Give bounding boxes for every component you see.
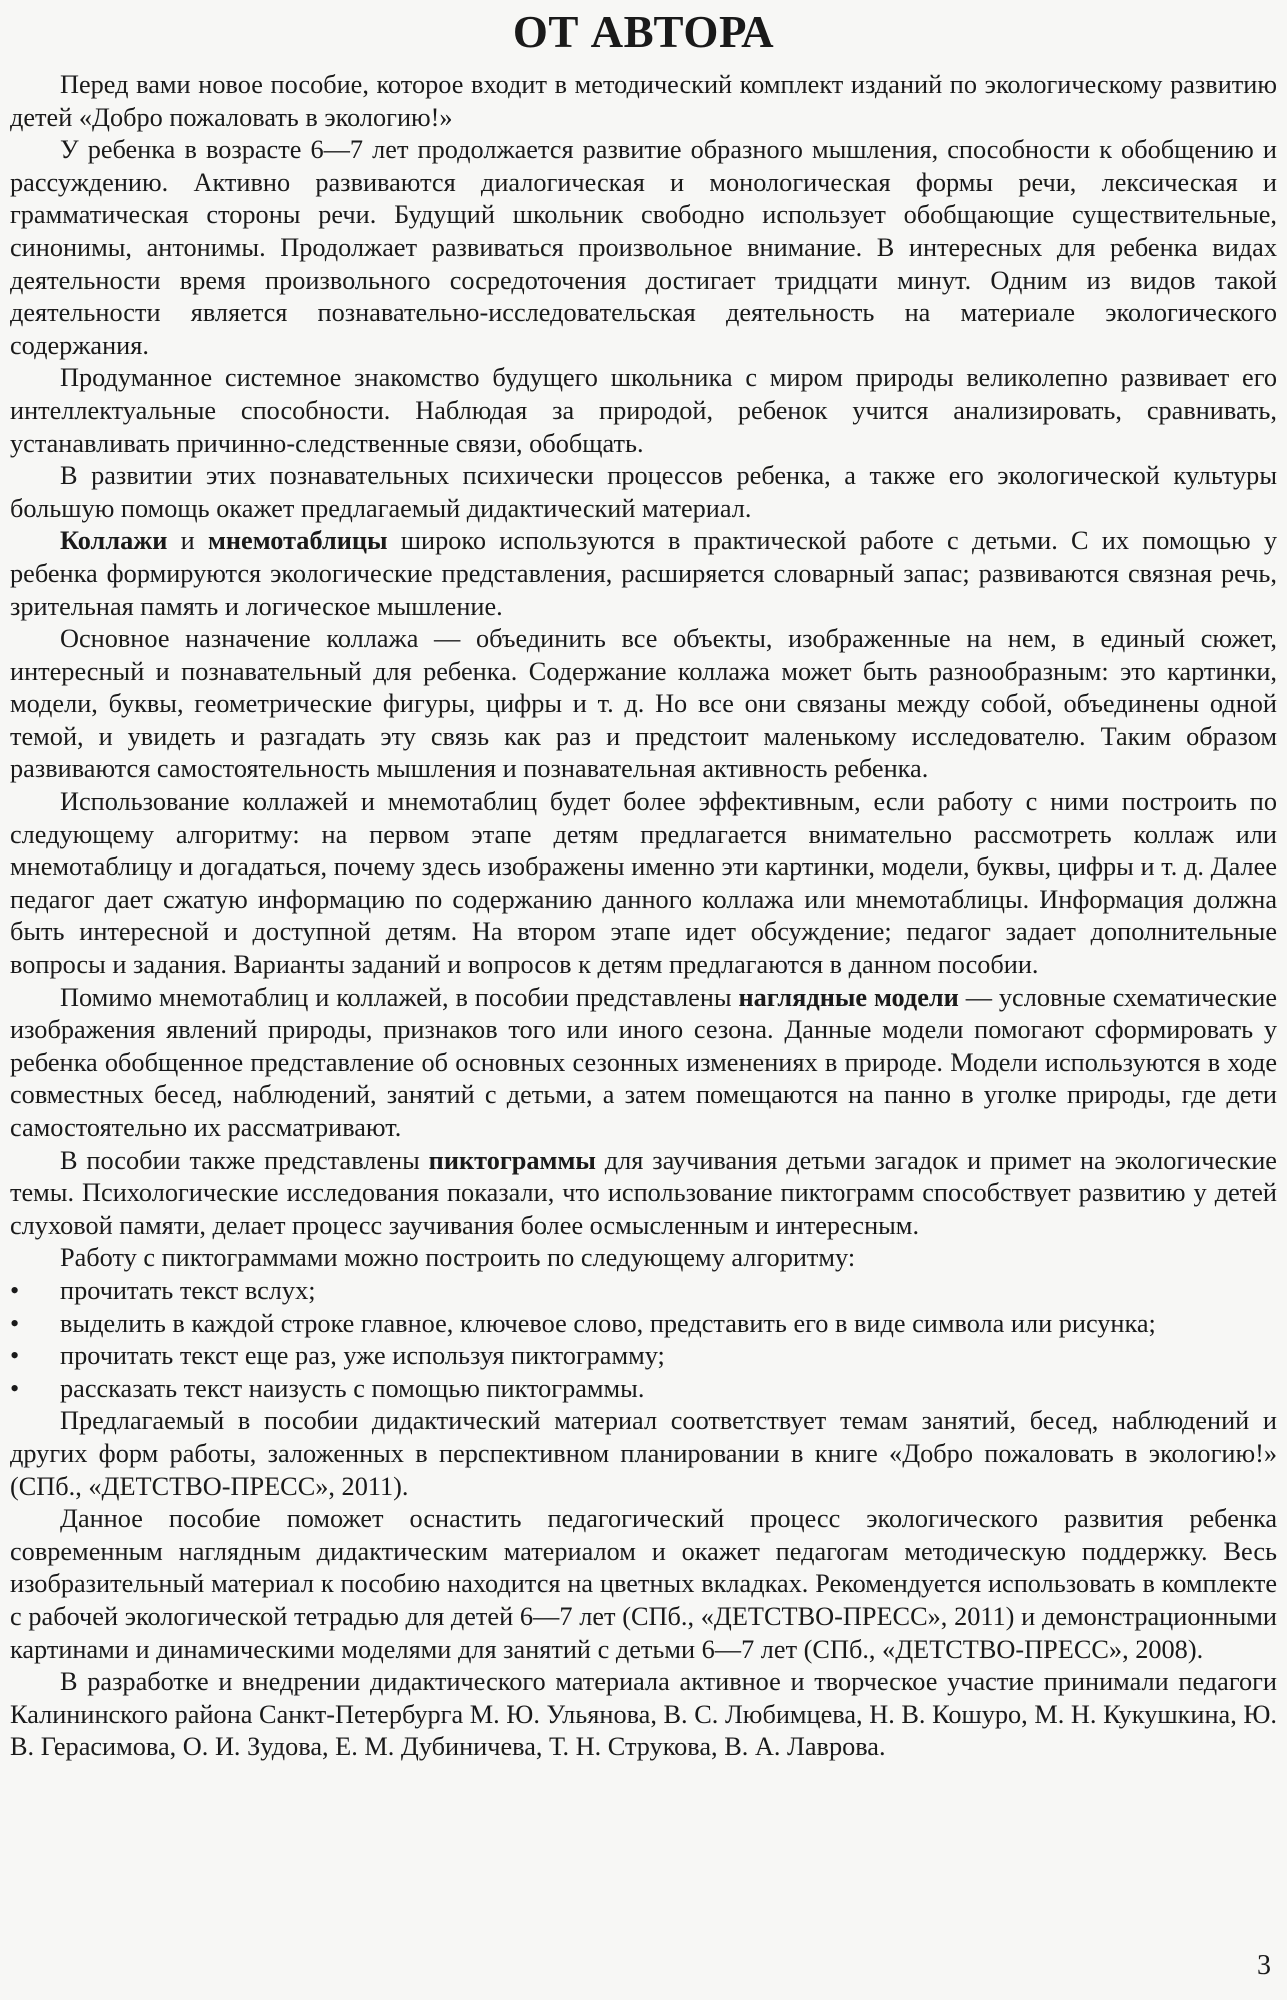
term-visual-models: наглядные модели	[738, 982, 959, 1012]
term-collages: Коллажи	[60, 526, 168, 556]
list-item: • выделить в каждой строке главное, ключевое слово, представить его в виде символа или рисунка;	[10, 1308, 1277, 1341]
paragraph-pictograms: В пособии также представлены пиктограммы для заучивания детьми загадок и примет на экологические темы. Психологические исследования показали, что использование пиктограмм способствует развитию у детей слуховой памяти, делает процесс заучивания более осмысленным и интересным.	[10, 1145, 1277, 1240]
term-mnemotables: мнемотаблицы	[207, 526, 388, 556]
pictogram-steps-list	[10, 1275, 1277, 1405]
paragraph-child-development: У ребенка в возрасте 6—7 лет продолжается развитие образного мышления, способности к обобщению и рассуждению. Активно развиваются диалогическая и монологическая формы речи, лексическая и грамматическая стороны речи. Будущий школьник свободно использует обобщающие существительные, синонимы, антонимы. Продолжает развиваться произвольное внимание. В интересных для ребенка видах деятельности время произвольного сосредоточения достигает тридцати минут. Одним из видов такой деятельности является познавательно-исследовательская деятельность на материале экологического содержания.	[10, 135, 1277, 360]
bullet-icon: •	[10, 1308, 20, 1338]
body-text	[10, 69, 1277, 1764]
paragraph-collages: Коллажи и мнемотаблицы широко используются в практической работе с детьми. С их помощью у ребенка формируются экологические представления, расширяется словарный запас; развиваются связная речь, зрительная память и логическое мышление.	[10, 526, 1277, 621]
paragraph-didactic-material: В развитии этих познавательных психически процессов ребенка, а также его экологической культуры большую помощь окажет предлагаемый дидактический материал.	[10, 461, 1277, 523]
term-pictograms: пиктограммы	[428, 1145, 596, 1175]
paragraph-intro: Перед вами новое пособие, которое входит в методический комплект изданий по экологическому развитию детей «Добро пожаловать в экологию!»	[10, 70, 1277, 132]
list-item: • прочитать текст вслух;	[10, 1275, 1277, 1308]
paragraph-pictogram-algorithm: Работу с пиктограммами можно построить по следующему алгоритму:	[60, 1243, 856, 1273]
paragraph-recommendation: Данное пособие поможет оснастить педагогический процесс экологического развития ребенка современным наглядным дидактическим материалом и окажет педагогам методическую поддержку. Весь изобразительный материал к пособию находится на цветных вкладках. Рекомендуется использовать в комплекте с рабочей экологической тетрадью для детей 6—7 лет (СПб., «ДЕТСТВО-ПРЕСС», 2011) и демонстрационными картинами и динамическими моделями для занятий с детьми 6—7 лет (СПб., «ДЕТСТВО-ПРЕСС», 2008).	[10, 1504, 1277, 1664]
bullet-icon: •	[10, 1373, 20, 1403]
list-item: • прочитать текст еще раз, уже используя пиктограмму;	[10, 1340, 1277, 1373]
paragraph-algorithm: Использование коллажей и мнемотаблиц будет более эффективным, если работу с ними построить по следующему алгоритму: на первом этапе детям предлагается внимательно рассмотреть коллаж или мнемотаблицу и догадаться, почему здесь изображены именно эти картинки, модели, буквы, цифры и т. д. Далее педагог дает сжатую информацию по содержанию данного коллажа или мнемотаблицы. Информация должна быть интересной и доступной детям. На втором этапе идет обсуждение; педагог задает дополнительные вопросы и задания. Варианты заданий и вопросов к детям предлагаются в данном пособии.	[10, 787, 1277, 980]
paragraph-nature-acquaintance: Продуманное системное знакомство будущего школьника с миром природы великолепно развивает его интеллектуальные способности. Наблюдая за природой, ребенок учится анализировать, сравнивать, устанавливать причинно-следственные связи, обобщать.	[10, 363, 1277, 458]
paragraph-acknowledgements: В разработке и внедрении дидактического материала активное и творческое участие принимали педагоги Калининского района Санкт-Петербурга М. Ю. Ульянова, В. С. Любимцева, Н. В. Кошуро, М. Н. Кукушкина, Ю. В. Герасимова, О. И. Зудова, Е. М. Дубиничева, Т. Н. Струкова, В. А. Лаврова.	[10, 1667, 1277, 1762]
paragraph-planning: Предлагаемый в пособии дидактический материал соответствует темам занятий, бесед, наблюдений и других форм работы, заложенных в перспективном планировании в книге «Добро пожаловать в экологию!» (СПб., «ДЕТСТВО-ПРЕСС», 2011).	[10, 1406, 1277, 1501]
bullet-icon: •	[10, 1275, 20, 1305]
paragraph-visual-models: Помимо мнемотаблиц и коллажей, в пособии представлены наглядные модели — условные схематические изображения явлений природы, признаков того или иного сезона. Данные модели помогают сформировать у ребенка обобщенное представление об основных сезонных изменениях в природе. Модели используются в ходе совместных бесед, наблюдений, занятий с детьми, а затем помещаются на панно в уголке природы, где дети самостоятельно их рассматривают.	[10, 982, 1277, 1142]
paragraph-collage-purpose: Основное назначение коллажа — объединить все объекты, изображенные на нем, в единый сюжет, интересный и познавательный для ребенка. Содержание коллажа может быть разнообразным: это картинки, модели, буквы, геометрические фигуры, цифры и т. д. Но все они связаны между собой, объединены одной темой, и увидеть и разгадать эту связь как раз и предстоит маленькому исследователю. Таким образом развиваются самостоятельность мышления и познавательная активность ребенка.	[10, 624, 1277, 784]
list-item: • рассказать текст наизусть с помощью пиктограммы.	[10, 1373, 1277, 1406]
page-number: 3	[1257, 1950, 1271, 1981]
document-page	[10, 0, 1277, 1764]
bullet-icon: •	[10, 1341, 20, 1371]
page-title: ОТ АВТОРА	[512, 7, 775, 57]
